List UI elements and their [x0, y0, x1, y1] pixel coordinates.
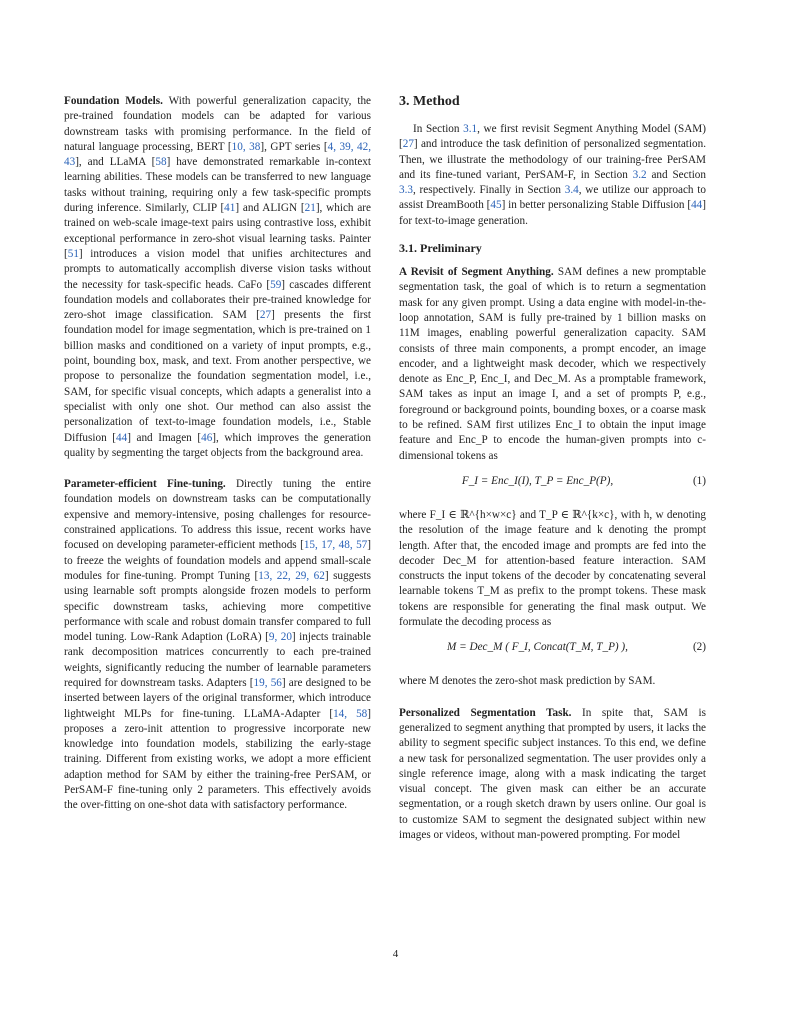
peft-heading: Parameter-efficient Fine-tuning.: [64, 478, 226, 491]
paragraph-text: ], which are trained on web-scale image-text pairs using contrastive loss, exhibit exceptional performance in zero-shot visual learning tasks. Painter [: [64, 202, 371, 260]
citation-link[interactable]: 14, 58: [333, 707, 368, 720]
paragraph-text: In spite that, SAM is generalized to segment anything that prompted by users, it lacks the ability to segment specific subject instances. To this end, we define a new task for personalized segmentation. The user provides only a single reference image, along with a mask indicating the target visual concept. The given mask can either be an accurate segmentation, or a rough sketch drawn by users online. Our goal is to customize SAM to segment the designated subject within new images or videos, without man-powered prompting. For model: [399, 706, 706, 841]
paragraph-text: , we utilize our approach to assist DreamBooth [: [399, 184, 706, 212]
citation-link[interactable]: 59: [270, 278, 282, 291]
paragraph-text: ] in better personalizing Stable Diffusion [: [501, 199, 692, 212]
equation-number: (1): [692, 474, 706, 487]
subsection-title: 3.1. Preliminary: [399, 241, 482, 256]
paragraph-text: ] presents the first foundation model for image segmentation, which is pre-trained on 1 billion masks and conditioned on a variety of input prompts, e.g., point, bounding box, mask, and text. From another perspective, we propose to personalize the foundation segmentation model, i.e., SAM, for specific visual concepts, which adapts a generalist into a specialist with only one shot. Our method can also assist the personalization of text-to-image foundation models, i.e., Stable Diffusion [: [64, 309, 371, 444]
revisit-paragraph: [399, 265, 706, 464]
citation-link[interactable]: 4, 39, 42, 43: [64, 140, 372, 169]
paragraph-text: ] and introduce the task definition of personalized segmentation. Then, we illustrate the methodology of our training-free PerSAM and its fine-tuned variant, PerSAM-F, in Section: [399, 138, 706, 181]
right-column: [399, 94, 706, 843]
citation-link[interactable]: 44: [116, 431, 128, 444]
paragraph-text: ] cascades different foundation models and collaborates their pre-trained knowledge for zero-shot image classification. SAM [: [64, 278, 371, 322]
paragraph-text: ] suggests using learnable soft prompts alongside frozen models to perform specific downstream tasks, achieving more competitive performance with scale and robust domain transfer compared to full model tuning. Low-Rank Adaption (LoRA) [: [64, 569, 371, 644]
citation-link[interactable]: 15, 17, 48, 57: [303, 539, 368, 552]
after-equation-1-paragraph: where F_I ∈ ℝ^{h×w×c} and T_P ∈ ℝ^{k×c}, with h, w denoting the resolution of the image feature and k denoting the prompt length. After that, the encoded image and prompts are fed into the decoder Dec_M for attention-based feature interaction. SAM constructs the input tokens of the decoder by concatenating several learnable tokens T_M as prefix to the prompt tokens. These mask tokens are responsible for generating the final mask output. We formulate the decoding process as: [399, 508, 706, 629]
citation-link[interactable]: 9, 20: [268, 631, 292, 644]
citation-link[interactable]: 10, 38: [231, 140, 261, 153]
task-heading: Personalized Segmentation Task.: [399, 706, 572, 719]
paragraph-text: and Section: [646, 168, 706, 181]
citation-link[interactable]: 27: [402, 138, 414, 151]
paragraph-text: In Section: [413, 123, 464, 135]
citation-link[interactable]: 58: [155, 156, 167, 169]
method-intro-paragraph: [399, 122, 706, 229]
left-column: [64, 94, 371, 830]
foundation-models-heading: Foundation Models.: [64, 95, 163, 107]
revisit-heading: A Revisit of Segment Anything.: [399, 266, 554, 279]
paragraph-text: ] to freeze the weights of foundation models and append small-scale modules for fine-tuning. Prompt Tuning [: [64, 539, 372, 582]
paragraph-text: ] are designed to be inserted between layers of the original transformer, which introduce lightweight MLPs for fine-tuning. LLaMA-Adapter [: [64, 676, 371, 720]
citation-link[interactable]: 21: [304, 202, 316, 215]
page-number: 4: [392, 948, 399, 960]
foundation-models-paragraph: [64, 94, 371, 461]
equation-body: M = Dec_M ( F_I, Concat(T_M, T_P) ),: [447, 641, 628, 654]
section-ref-link[interactable]: 3.2: [632, 168, 647, 181]
citation-link[interactable]: 27: [259, 309, 272, 322]
citation-link[interactable]: 45: [490, 199, 502, 212]
after-equation-2-paragraph: where M denotes the zero-shot mask prediction by SAM.: [399, 675, 656, 688]
paragraph-text: ] and Imagen [: [127, 431, 202, 444]
paragraph-text: ] have demonstrated remarkable in-context learning abilities. These models can be transferred to new language tasks without training, requiring only a few task-specific prompts during inference. Similarly, CLIP [: [64, 156, 371, 215]
citation-link[interactable]: 44: [691, 199, 703, 212]
task-paragraph: [399, 706, 706, 844]
paragraph-text: ] for text-to-image generation.: [399, 199, 706, 227]
section-ref-link[interactable]: 3.1: [463, 123, 478, 135]
equation-1: [399, 474, 706, 496]
citation-link[interactable]: 13, 22, 29, 62: [258, 569, 325, 582]
equation-2: [399, 640, 706, 662]
citation-link[interactable]: 51: [67, 247, 79, 260]
paragraph-text: ] and ALIGN [: [235, 202, 305, 215]
paragraph-text: ] introduces a vision model that unifies architectures and prompts to automatically accomplish diverse vision tasks without the necessity for task-specific heads. CaFo [: [64, 247, 371, 291]
peft-paragraph: [64, 477, 371, 814]
section-title: 3. Method: [399, 94, 460, 109]
paragraph-text: ], GPT series [: [260, 140, 328, 153]
paragraph-text: , we first revisit Segment Anything Model (SAM) [: [399, 123, 706, 151]
section-ref-link[interactable]: 3.3: [399, 184, 413, 197]
citation-link[interactable]: 46: [201, 431, 213, 444]
citation-link[interactable]: 41: [224, 202, 236, 215]
paragraph-text: SAM defines a new promptable segmentation task, the goal of which is to return a segmentation mask for any given prompt. Using a data engine with model-in-the-loop annotation, SAM is fully pre-trained by 1 billion masks on 11M images, enabling powerful generalization capacity. SAM consists of three main components, a prompt encoder, an image encoder, and a lightweight mask decoder, which we respectively denote as Enc_P, Enc_I, and Dec_M. As a promptable framework, SAM takes as input an image I, and a set of prompts P, e.g., foreground or background points, bounding boxes, or a coarse mask to be refined. SAM first utilizes Enc_I to obtain the input image feature and Enc_P to encode the human-given prompts into c-dimensional tokens as: [399, 266, 706, 462]
paragraph-text: , respectively. Finally in Section: [412, 184, 565, 197]
paragraph-text: ] injects trainable rank decomposition matrices concurrently to each pre-trained weights, significantly reducing the number of learnable parameters required for downstream tasks. Adapters [: [64, 631, 371, 689]
equation-number: (2): [692, 641, 706, 654]
section-ref-link[interactable]: 3.4: [564, 184, 579, 197]
paragraph-text: ] proposes a zero-init attention to progressive incorporate new knowledge into foundation models, stabilizing the early-stage training. Different from existing works, we adopt a more efficient adaption method for SAM by either the training-free PerSAM, or PerSAM-F fine-tuning only 2 parameters. This effectively avoids the over-fitting on one-shot data with satisfactory performance.: [64, 707, 371, 812]
citation-link[interactable]: 19, 56: [253, 676, 282, 689]
paragraph-text: With powerful generalization capacity, the pre-trained foundation models can be adapted for various downstream tasks with promising performance. In the field of natural language processing, BERT [: [64, 95, 371, 153]
paragraph-text: Directly tuning the entire foundation models on downstream tasks can be computationally expensive and memory-intensive, posing challenges for resource-constrained applications. To address this issue, recent works have focused on developing parameter-efficient methods [: [64, 478, 371, 552]
equation-body: F_I = Enc_I(I), T_P = Enc_P(P),: [461, 474, 614, 487]
paragraph-text: ], which improves the generation quality by segmenting the target objects from the background area.: [64, 431, 371, 459]
paragraph-text: ], and LLaMA [: [75, 156, 156, 169]
